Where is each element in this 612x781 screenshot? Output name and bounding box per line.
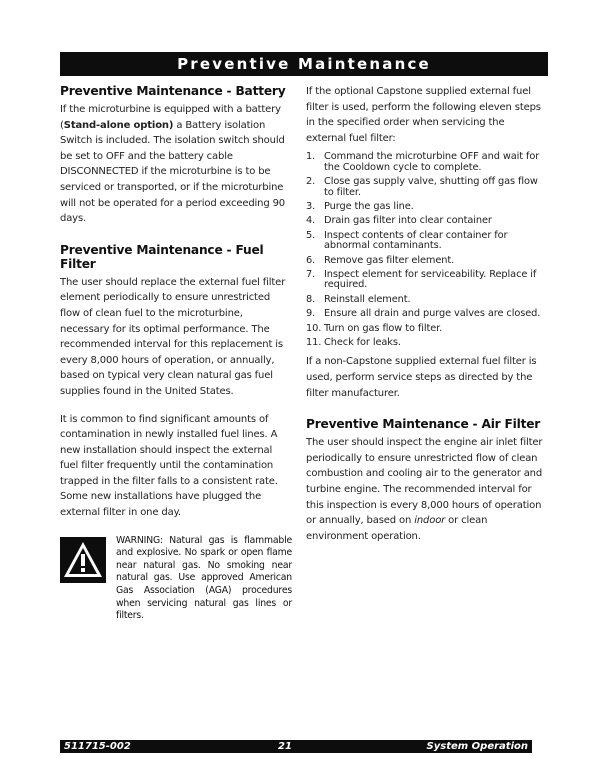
list-item: 9. Ensure all drain and purge valves are closed.	[306, 308, 541, 320]
battery-paragraph: If the microturbine is equipped with a battery (Stand-alone option) a Battery isolation Switch is included. The isolation switch should be set to OFF and the battery cable DISCONNECTED if the microturbine is to be serviced or transported, or if the microturbine will not be operated for a period exceeding 90 days.	[60, 104, 285, 225]
list-item: 11. Check for leaks.	[306, 337, 401, 349]
left-column	[60, 84, 292, 623]
right-column	[306, 84, 546, 544]
non-capstone-note: If a non-Capstone supplied external fuel filter is used, perform service steps as directed by the filter manufacturer.	[306, 356, 537, 399]
warning-block	[60, 535, 292, 623]
warning-triangle-icon	[60, 537, 106, 583]
footer-bar	[60, 740, 532, 753]
list-item: 1. Command the microturbine OFF and wait for the Cooldown cycle to complete.	[306, 151, 540, 173]
section-header-bar	[60, 52, 548, 76]
fuel-filter-paragraph-1: The user should replace the external fuel filter element periodically to ensure unrestricted flow of clean fuel to the microturbine, necessary for its optimal performance. The recommended interval for this replacement is every 8,000 hours of operation, or annually, based on typical very clean natural gas fuel supplies found in the United States.	[60, 276, 286, 397]
list-item: 2. Close gas supply valve, shutting off gas flow to filter.	[306, 176, 538, 198]
section-title: Preventive Maintenance	[177, 55, 431, 73]
page-number: 21	[278, 741, 292, 752]
air-filter-paragraph: The user should inspect the engine air inlet filter periodically to ensure unrestricted flow of clean combustion and cooling air to the generator and turbine engine. The recommended interval for this inspection is every 8,000 hours of operation or annually, based on indoor or clean environment operation.	[306, 437, 543, 542]
section-name: System Operation	[426, 741, 528, 752]
list-item: 5. Inspect contents of clear container for abnormal contaminants.	[306, 229, 508, 252]
document-number: 511715-002	[64, 741, 131, 752]
list-item: 4. Drain gas filter into clear container	[306, 215, 492, 227]
air-filter-heading: Preventive Maintenance - Air Filter	[306, 417, 541, 432]
list-item: 6. Remove gas filter element.	[306, 254, 455, 266]
fuel-filter-heading: Preventive Maintenance - Fuel Filter	[60, 242, 264, 271]
list-item: 7. Inspect element for serviceability. Replace if required.	[306, 269, 537, 291]
fuel-filter-paragraph-2: It is common to find significant amounts of contamination in newly installed fuel lines. A new installation should inspect the external fuel filter frequently until the contamination trapped in the filter falls to a consistent rate. Some new installations have plugged the external filter in one day.	[60, 413, 278, 519]
list-item: 8. Reinstall element.	[306, 293, 411, 305]
warning-text: WARNING: Natural gas is flammable and explosive. No spark or open flame near natural gas. No smoking near natural gas. Use approved American Gas Association (AGA) procedures when servicing natural gas lines or filters.	[116, 534, 292, 622]
battery-heading: Preventive Maintenance - Battery	[60, 84, 286, 98]
list-item: 3. Purge the gas line.	[306, 201, 414, 212]
fuel-filter-steps	[306, 152, 546, 348]
fuel-filter-intro: If the optional Capstone supplied external fuel filter is used, perform the following eleven steps in the specified order when servicing the external fuel filter:	[306, 86, 541, 144]
list-item: 10. Turn on gas flow to filter.	[306, 322, 443, 334]
